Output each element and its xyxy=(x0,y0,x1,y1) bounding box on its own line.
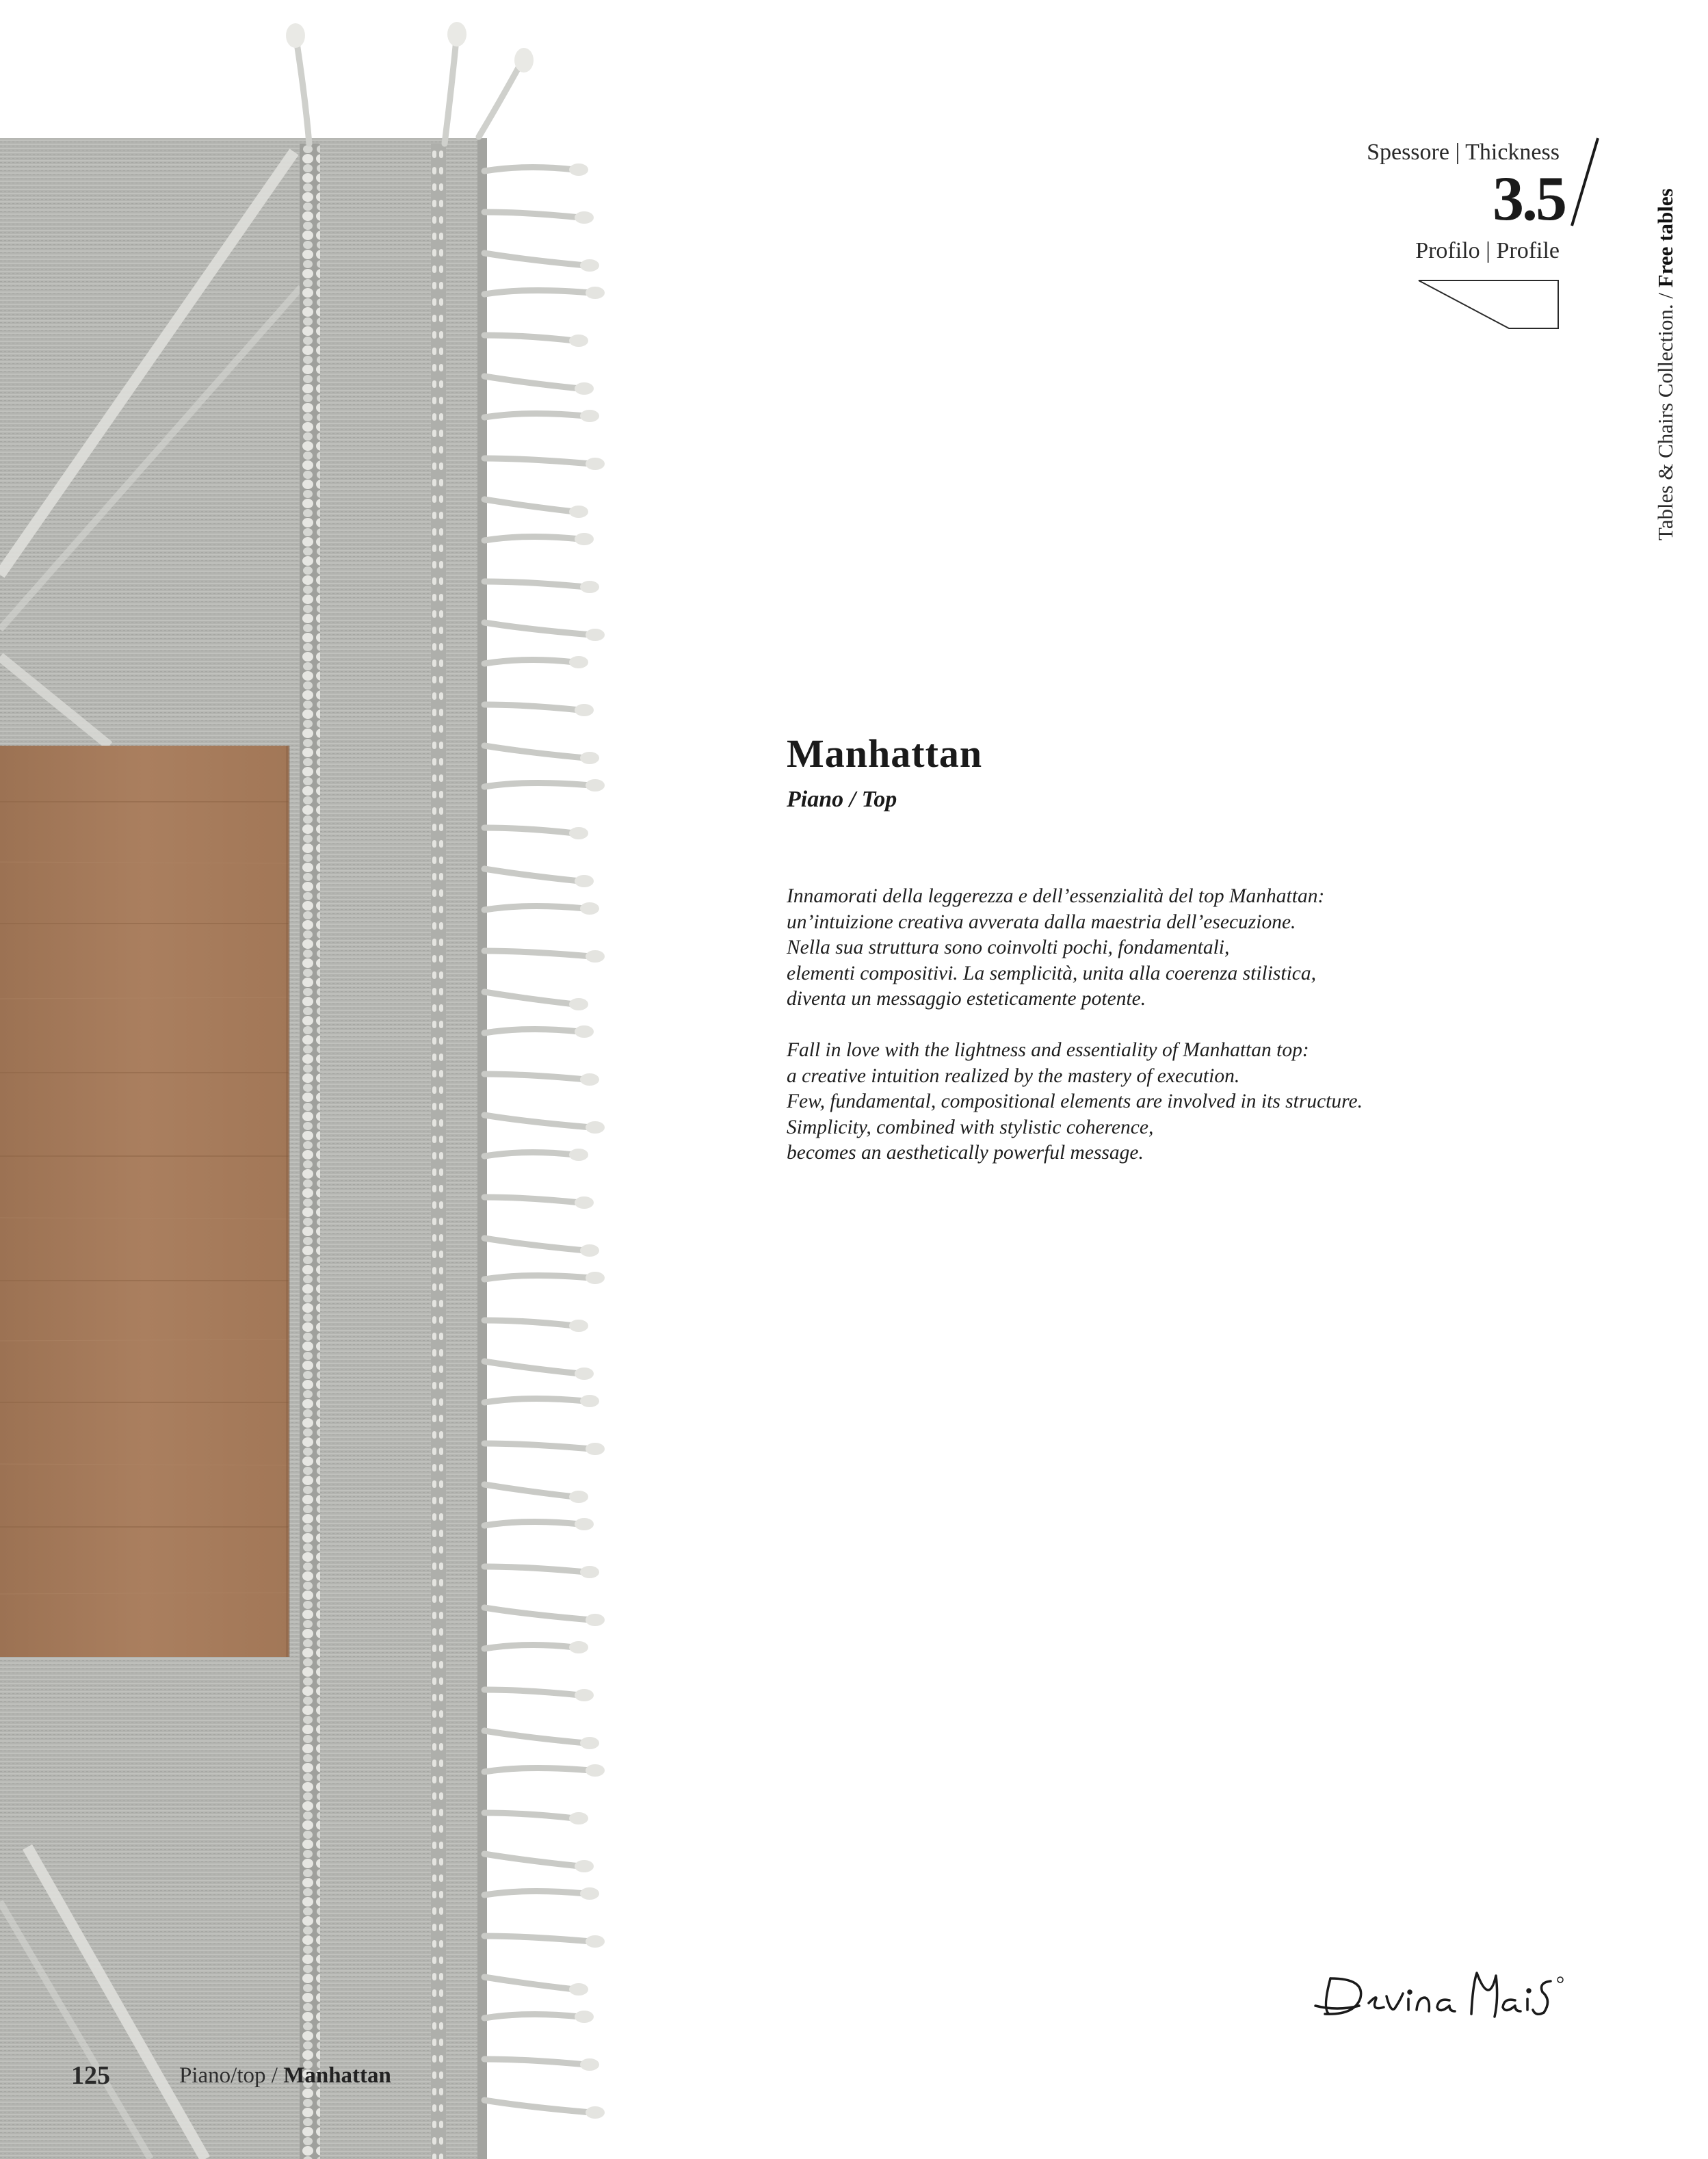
rug-fringe-tip xyxy=(586,458,605,470)
rug-fringe-tassel xyxy=(484,1567,586,1572)
rug-fringe-tassel xyxy=(484,413,586,417)
description-line: diventa un messaggio esteticamente potente. xyxy=(787,988,1146,1010)
description-line: Simplicity, combined with stylistic coherence, xyxy=(787,1116,1154,1138)
description-italian xyxy=(787,884,1324,1012)
rug-fringe-tip xyxy=(569,1149,588,1161)
rug-fringe-tassel xyxy=(484,1275,591,1279)
rug-fringe-tip xyxy=(586,1764,605,1777)
rug-fringe-tassel xyxy=(484,499,575,512)
rug-fringe-tip xyxy=(575,1368,594,1380)
rug-fringe-tip xyxy=(575,211,594,224)
rug-fringe-tassel xyxy=(484,1731,586,1743)
rug-fringe-tip xyxy=(580,1073,599,1086)
rug-fringe-tip xyxy=(575,1025,594,1038)
rug-fringe-tassel xyxy=(484,167,575,171)
rug-fringe-tip xyxy=(580,1887,599,1900)
description-line: a creative intuition realized by the mastery of execution. xyxy=(787,1064,1240,1087)
rug-fringe-tassel xyxy=(484,1813,575,1818)
rug-fringe-tip xyxy=(580,752,599,764)
rug-fringe-tassel xyxy=(484,746,586,758)
rug-fringe-tip xyxy=(586,950,605,963)
rug-fringe-tip xyxy=(580,1395,599,1407)
description-line: un’intuizione creativa avverata dalla maestria dell’esecuzione. xyxy=(787,911,1296,933)
rug-fringe-tassel xyxy=(484,1521,580,1526)
description-english xyxy=(787,1038,1363,1166)
rug-fringe-tip xyxy=(569,1320,588,1332)
rug-fringe-tassel xyxy=(484,869,580,881)
rug-fringe-tassel xyxy=(484,1690,580,1695)
rug-fringe-tip xyxy=(586,2106,605,2119)
breadcrumb-prefix: Piano/top / xyxy=(179,2063,278,2088)
brand-logo xyxy=(1310,1958,1584,2037)
rug-fringe-tassel xyxy=(484,1074,586,1080)
rug-fringe-tip xyxy=(580,581,599,593)
rug-fringe-tassel xyxy=(484,253,586,265)
rug-fringe-tip xyxy=(586,287,605,299)
rug-fringe-tassel xyxy=(484,951,591,956)
rug-fringe-tassel xyxy=(484,458,591,464)
rug-fringe-tassel xyxy=(484,1977,575,1989)
rug-fringe-tassel xyxy=(484,705,580,710)
rug-fringe-tip xyxy=(580,2058,599,2071)
rug-fringe-tip xyxy=(586,1614,605,1626)
description-line: Nella sua struttura sono coinvolti pochi, fondamentali, xyxy=(787,937,1230,958)
rug-fringe-tip xyxy=(569,656,588,668)
rug-fringe-tassel xyxy=(484,1936,591,1941)
rug-fringe-tassel xyxy=(484,1768,591,1772)
rug-fringe-tip xyxy=(580,410,599,422)
breadcrumb xyxy=(179,2063,391,2089)
rug-fringe-tip xyxy=(569,1641,588,1653)
rug-fringe-tassel xyxy=(484,1320,575,1326)
description-line: becomes an aesthetically powerful message. xyxy=(787,1142,1144,1164)
rug-fringe-tip xyxy=(586,1443,605,1455)
rug-fringe-tassel xyxy=(484,659,575,664)
rug-fringe-tip xyxy=(569,827,588,839)
rug-fringe-tassel xyxy=(484,1115,591,1127)
rug-fringe-tassel xyxy=(484,1484,575,1497)
rug-fringe-tassel xyxy=(484,581,586,587)
rug-fringe-tip xyxy=(569,335,588,347)
collection-side-label xyxy=(1653,188,1678,540)
rug-fringe-tassel xyxy=(484,1443,591,1449)
breadcrumb-current: Manhattan xyxy=(283,2063,391,2088)
rug-fringe-tassel xyxy=(484,1608,591,1620)
rug-fringe-tip xyxy=(575,382,594,395)
rug-fringe-tassel xyxy=(484,906,586,910)
rug-fringe-tassel xyxy=(484,1029,580,1033)
section-label: Free tables xyxy=(1653,188,1677,288)
profile-shape-icon xyxy=(1417,279,1561,335)
page-number: 125 xyxy=(71,2061,110,2090)
rug-fringe-tip xyxy=(580,1244,599,1257)
brand-name xyxy=(1310,1958,1311,1959)
rug-fringe-tassel xyxy=(484,1152,575,1156)
rug-fringe-tip xyxy=(586,1121,605,1134)
rug-fringe-tip xyxy=(569,998,588,1010)
rug-fringe-tassel xyxy=(484,2059,586,2065)
rug-fringe-tip xyxy=(575,875,594,887)
description-line: Innamorati della leggerezza e dell’essenzialità del top Manhattan: xyxy=(787,885,1325,907)
description-line: Fall in love with the lightness and essentiality of Manhattan top: xyxy=(787,1039,1309,1061)
thickness-label: Spessore | Thickness xyxy=(1367,140,1560,165)
rug-fringe-tip xyxy=(575,1689,594,1701)
rug-fringe-tip xyxy=(580,259,599,272)
rug-fringe-tip xyxy=(586,1272,605,1284)
rug-fringe-tip xyxy=(575,704,594,716)
rug-fringe-tassel xyxy=(484,2100,591,2112)
rug-fringe-tassel xyxy=(484,335,575,341)
rug-fringe-tassel xyxy=(484,212,580,218)
product-subtitle: Piano / Top xyxy=(787,787,897,812)
rug-fringe-tip xyxy=(569,1983,588,1996)
rug-fringe-tassel xyxy=(484,1361,580,1374)
rug-fringe-tassel xyxy=(484,1645,575,1649)
rug-fringe-tassel xyxy=(484,1197,580,1203)
rug-fringe-tip xyxy=(575,1860,594,1872)
rug-fringe-tip xyxy=(575,533,594,545)
rug-fringe-tip xyxy=(586,1935,605,1948)
rug-fringe-tassel xyxy=(484,2014,580,2018)
rug-fringe-tip xyxy=(575,1196,594,1209)
product-title: Manhattan xyxy=(787,731,983,776)
rug-fringe-tip xyxy=(586,629,605,641)
rug-fringe-tassel xyxy=(484,376,580,389)
rug-fringe-tip xyxy=(580,1566,599,1578)
rug-fringe-tassel xyxy=(484,1238,586,1251)
rug-fringe-tassel xyxy=(484,623,591,635)
rug-fringe-tip xyxy=(569,506,588,518)
thickness-value: 3.5 xyxy=(1493,163,1565,233)
rug-fringe-tassel xyxy=(484,536,580,540)
rug-fringe-tip xyxy=(569,1491,588,1503)
rug-fringe-tassel xyxy=(484,290,591,294)
rug-fringe-tassel xyxy=(484,992,575,1004)
profile-label: Profilo | Profile xyxy=(1415,238,1560,263)
rug-fringe-tip xyxy=(580,1737,599,1749)
rug-fringe-tassel xyxy=(484,783,591,787)
rug-fringe-tip xyxy=(569,1812,588,1824)
rug-fringe-tip xyxy=(575,2011,594,2023)
collection-label: Tables & Chairs Collection. / xyxy=(1653,292,1677,540)
rug-fringe-tip xyxy=(586,779,605,791)
rug-fringe-tip xyxy=(575,1518,594,1530)
product-photo xyxy=(0,0,616,2159)
rug-fringe-tassel xyxy=(484,1854,580,1866)
rug-fringe-tassel xyxy=(484,828,575,833)
rug-fringe-tassel xyxy=(484,1398,586,1402)
rug-fringe-tip xyxy=(569,163,588,176)
description-line: Few, fundamental, compositional elements are involved in its structure. xyxy=(787,1090,1363,1112)
slash-divider xyxy=(1568,137,1602,236)
rug-fringe-tip xyxy=(580,902,599,915)
rug-fringe-tassel xyxy=(484,1891,586,1895)
description-line: elementi compositivi. La semplicità, unita alla coerenza stilistica, xyxy=(787,962,1317,984)
